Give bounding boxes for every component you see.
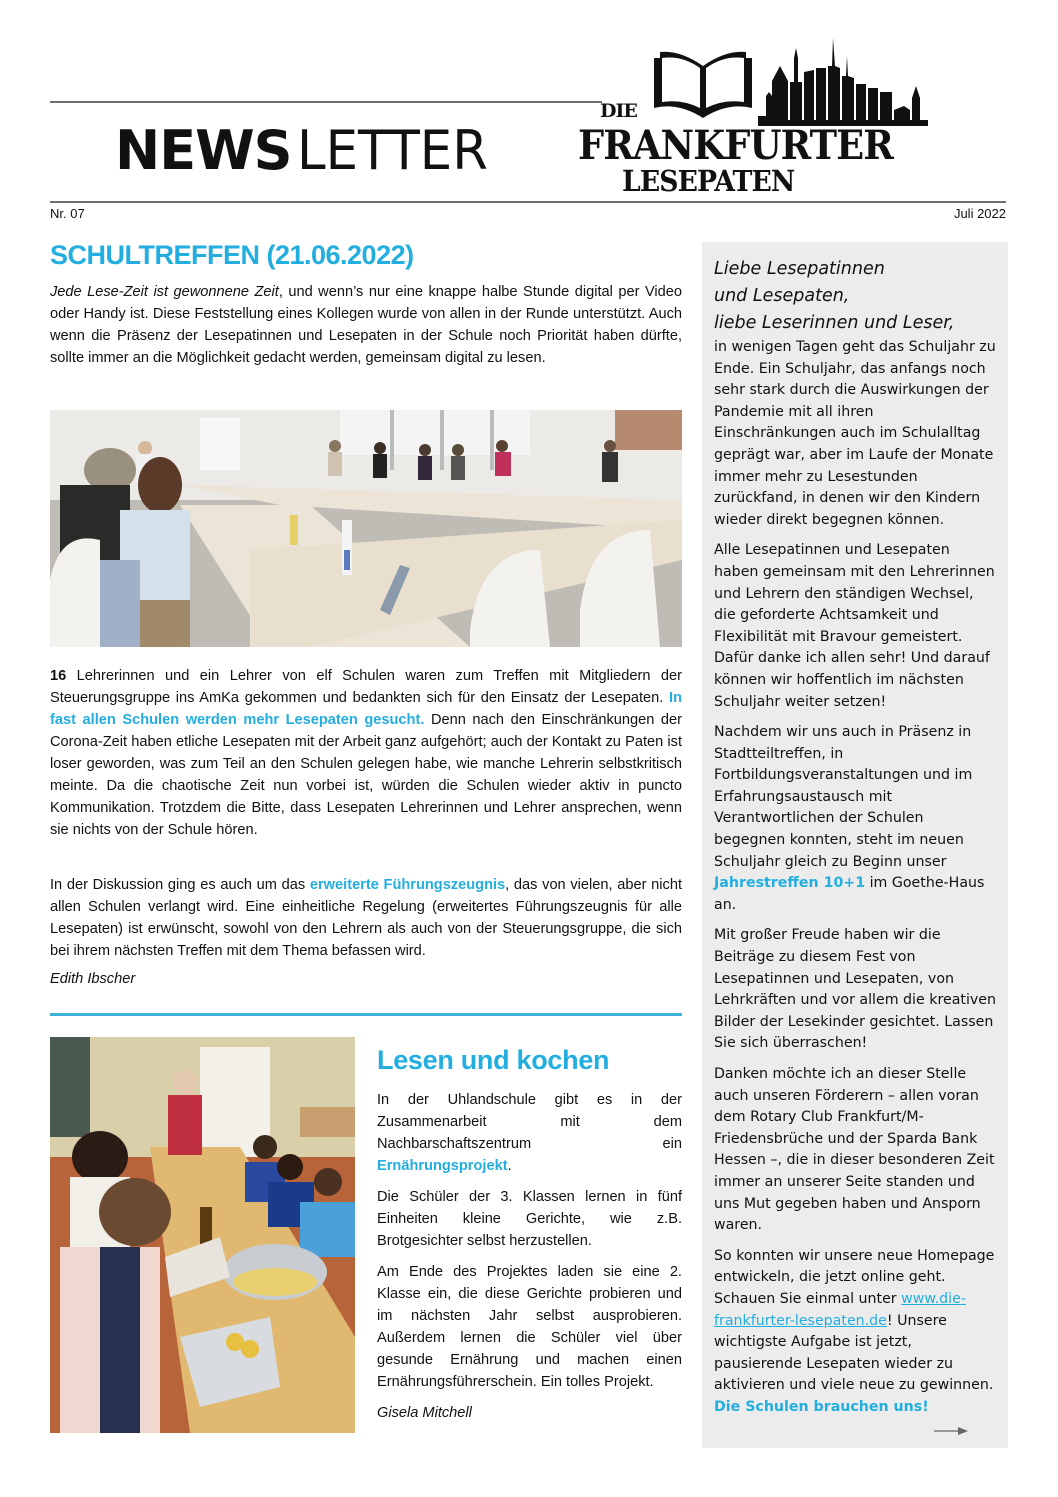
- article2-p1-text-b: .: [507, 1158, 512, 1174]
- logo-die: DIE: [600, 100, 637, 122]
- sidebar-p3-text-a: Nachdem wir uns auch in Präsenz in Stadtteiltreffen, in Fortbildungsveranstaltungen und im Erfahrungsaustausch mit Verantwortlichen der Schulen begegnen konnten, steht im neuen Schuljahr gleich zu Beginn unser: [714, 724, 973, 870]
- article2-body: [377, 1089, 682, 1433]
- section-divider: [50, 1013, 682, 1016]
- article1-intro: [50, 281, 682, 369]
- issue-number: Nr. 07: [50, 206, 85, 221]
- article2-title: Lesen und kochen: [377, 1045, 610, 1075]
- sidebar-paragraph-6: [714, 1246, 998, 1397]
- newsletter-title-light: LETTER: [296, 119, 488, 182]
- sidebar-paragraph-2: Alle Lesepatinnen und Lesepaten haben gemeinsam mit den Lehrerinnen und Lehrern den ständigen Wechsel, die geforderte Achtsamkeit und Flexibilität mit Bravour gemeistert. Dafür danke ich allen sehr! Und darauf können wir hoffentlich im nächsten Schuljahr weiter setzen!: [714, 542, 995, 710]
- frankfurt-skyline-icon: [758, 36, 948, 126]
- sidebar-p6-text-a: So konnten wir unsere neue Homepage entwickeln, die jetzt online geht. Schauen Sie einmal unter: [714, 1247, 995, 1307]
- sidebar-paragraph-3: [714, 722, 998, 916]
- sidebar-paragraph-1: in wenigen Tagen geht das Schuljahr zu Ende. Ein Schuljahr, das anfangs noch sehr stark durch die Auswirkungen der Pandemie mit all ihren Einschränkungen auch im Schulalltag geprägt war, aber im Laufe der Monate immer mehr zu Lesestunden zurückfand, in denen wir den Kindern wieder direkt begegnen können.: [714, 339, 996, 528]
- article1-highlight-lesepaten-gesucht: In fast allen Schulen werden mehr Lesepaten gesucht.: [50, 690, 682, 728]
- article2-paragraph-3: Am Ende des Projektes laden sie eine 2. Klasse ein, die diese Gerichte probieren und im nächsten Jahr selbst ausprobieren. Außerdem lernen die Schüler viel über gesunde Ernährung und machen einen Ernährungsführerschein. Ein tolles Projekt.: [377, 1264, 682, 1390]
- open-book-icon: [648, 44, 758, 124]
- article1-highlight-fuehrungszeugnis: erweiterte Führungszeugnis: [309, 877, 506, 893]
- header-rule-bottom: [50, 201, 1006, 203]
- header-rule-top: [50, 101, 602, 103]
- sidebar-greeting-line: liebe Leserinnen und Leser,: [714, 313, 955, 333]
- logo-frankfurter: FRANKFURTER: [578, 122, 893, 169]
- sidebar-highlight-jahrestreffen: Jahrestreffen 10+1: [714, 875, 866, 892]
- article1-photo: [50, 410, 682, 647]
- sidebar-p3-text-b: im Goethe-Haus an.: [714, 875, 985, 913]
- sidebar-closing: Die Schulen brauchen uns!: [714, 1398, 929, 1415]
- website-link[interactable]: www.die-frankfurter-lesepaten.de: [714, 1290, 966, 1329]
- sidebar-paragraph-5: Danken möchte ich an dieser Stelle auch unseren Förderern – allen voran dem Rotary Club Frankfurt/M-Friedensbrüche und der Sparda Bank Hessen –, die in dieser besonderen Zeit immer an unserer Seite standen und uns Mut gegeben haben und Ansporn waren.: [714, 1066, 995, 1234]
- sidebar-body: [714, 337, 998, 1419]
- newsletter-title-bold: NEWS: [115, 119, 292, 182]
- article1-intro-italic: Jede Lese-Zeit ist gewonnene Zeit: [50, 284, 279, 300]
- article1-p2-text-a: In der Diskussion ging es auch um das: [50, 877, 310, 893]
- sidebar-greeting-line: und Lesepaten,: [714, 286, 850, 306]
- article1-p2-text-b: , das von vielen, aber nicht allen Schulen verlangt wird. Eine einheitliche Regelung (erweitertes Führungszeugnis für alle Lesepaten) ist erwünscht, sowohl von den Lehrern als auch von der Steuerungsgruppe, die sich bei ihrem nächsten Treffen mit dem Thema befassen wird.: [50, 877, 682, 959]
- article1-author: Edith Ibscher: [50, 971, 136, 987]
- article2-paragraph-1: [377, 1089, 682, 1177]
- article1-p1-text-b: Denn nach den Einschränkungen der Corona-Zeit haben etliche Lesepaten mit der Arbeit ganz aufgehört; auch der Kontakt zu Paten ist loser geworden, was zum Teil an den Schulen gelegen habe, wie manche Lehrerin selbstkritisch meinte. Da die chaotische Zeit nun vorbei ist, würden die Schulen wieder aktiv in puncto Kommunikation. Trotzdem die Bitte, dass Lesepaten Lehrerinnen und Lehrer ansprechen, wenn sie nichts von der Schule hören.: [50, 712, 682, 838]
- article1-title: SCHULTREFFEN (21.06.2022): [50, 240, 414, 270]
- article2-highlight-ernaehrungsprojekt: Ernährungsprojekt: [377, 1158, 508, 1174]
- article2-photo: [50, 1037, 355, 1433]
- logo: [578, 36, 948, 196]
- arrow-right-icon[interactable]: [934, 1426, 968, 1436]
- sidebar-p6-text-b: ! Unsere wichtigste Aufgabe ist jetzt, pausierende Lesepaten wieder zu aktivieren und viele neue zu gewinnen.: [714, 1312, 994, 1394]
- logo-lesepaten: LESEPATEN: [622, 164, 795, 198]
- issue-date: Juli 2022: [953, 206, 1006, 221]
- sidebar-paragraph-4: Mit großer Freude haben wir die Beiträge zu diesem Fest von Lesepatinnen und Lesepaten, von Lehrkräften und vor allem die kreativen Bilder der Lesekinder gesichtet. Lassen Sie sich überraschen!: [714, 927, 997, 1052]
- article1-count: 16: [50, 668, 67, 684]
- newsletter-title: [115, 120, 492, 182]
- article1-paragraph-2: [50, 874, 682, 962]
- editorial-sidebar: [702, 242, 1008, 1448]
- article2-author: Gisela Mitchell: [377, 1405, 472, 1421]
- article1-paragraph-1: [50, 665, 682, 841]
- sidebar-greeting: [714, 256, 998, 337]
- article1-intro-rest: , und wenn’s nur eine knappe halbe Stunde digital per Video oder Handy ist. Diese Feststellung eines Kollegen wurde von allen in der Runde unterstützt. Auch wenn die Präsenz der Lesepatinnen und Lesepaten in der Schule noch Priorität haben dürfte, sollte immer an die Möglichkeit gedacht werden, gemeinsam digital zu lesen.: [50, 284, 683, 366]
- sidebar-greeting-line: Liebe Lesepatinnen: [714, 259, 885, 279]
- article2-paragraph-2: Die Schüler der 3. Klassen lernen in fünf Einheiten kleine Gerichte, wie z.B. Brotgesichter selbst herzustellen.: [377, 1189, 682, 1249]
- article1-p1-text-a: Lehrerinnen und ein Lehrer von elf Schulen waren zum Treffen mit Mitgliedern der Steuerungsgruppe ins AmKa gekommen und bedankten sich für den Einsatz der Lesepaten.: [50, 668, 682, 706]
- article2-p1-text-a: In der Uhlandschule gibt es in der Zusammenarbeit mit dem Nachbarschaftszentrum ein: [377, 1092, 682, 1152]
